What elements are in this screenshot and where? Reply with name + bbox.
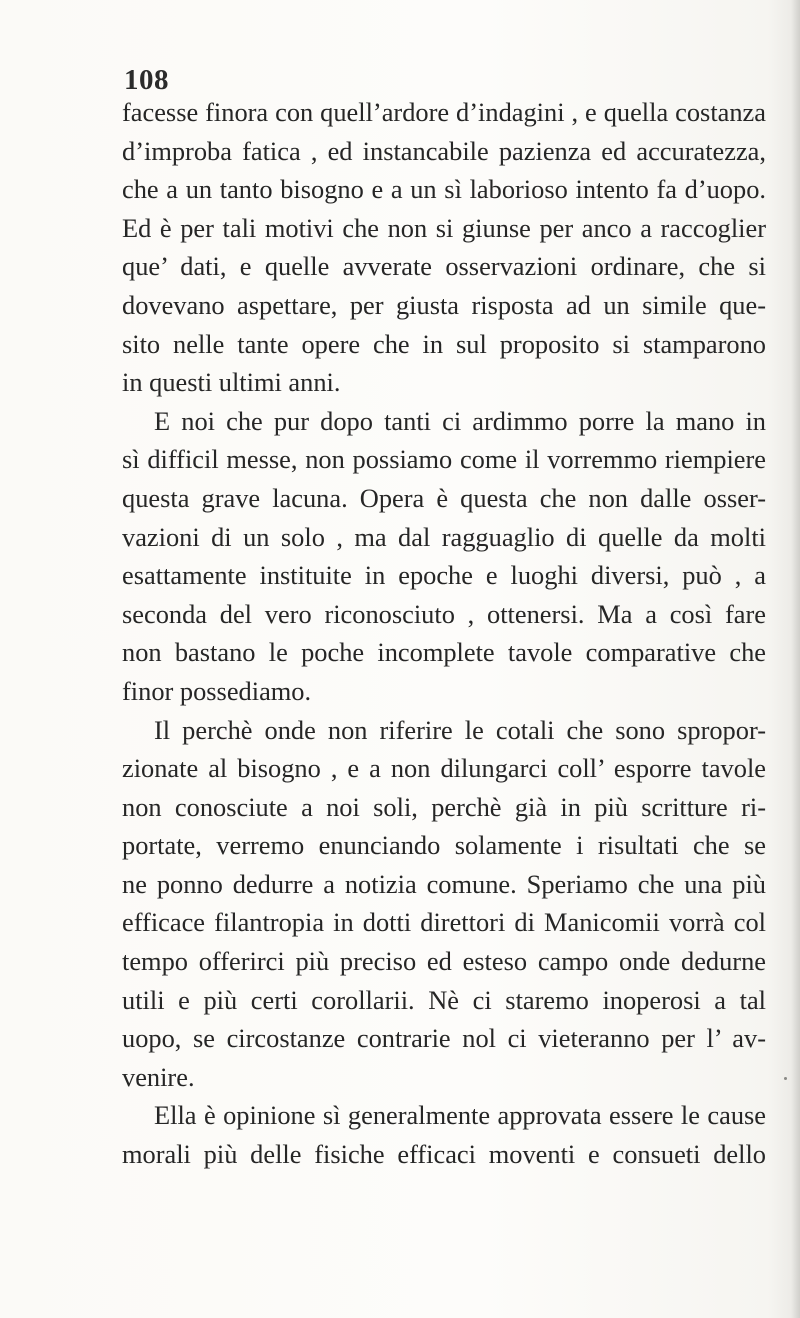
text-line: esattamente instituite in epoche e luoghi diversi, può , a: [122, 560, 766, 591]
text-line: tempo offerirci più preciso ed esteso campo onde dedurne: [122, 946, 766, 977]
paragraph-end-line: venire.: [122, 1061, 195, 1092]
text-line: sito nelle tante opere che in sul proposito si stamparono: [122, 328, 766, 359]
paragraph-start-line: Ella è opinione sì generalmente approvata essere le cause: [154, 1100, 766, 1131]
text-line: que’ dati, e quelle avverate osservazioni ordinare, che si: [122, 251, 766, 282]
body-text: [122, 93, 766, 1174]
text-line: dovevano aspettare, per giusta risposta ad un simile que-: [122, 289, 766, 320]
text-line: uopo, se circostanze contrarie nol ci vieteranno per l’ av-: [122, 1023, 766, 1054]
text-line: che a un tanto bisogno e a un sì laborioso intento fa d’uopo.: [122, 174, 766, 205]
text-line: non conosciute a noi soli, perchè già in più scritture ri-: [122, 791, 766, 822]
paragraph-start-line: E noi che pur dopo tanti ci ardimmo porre la mano in: [154, 405, 766, 436]
paragraph-end-line: in questi ultimi anni.: [122, 367, 341, 398]
page-number: 108: [124, 64, 169, 96]
text-line: vazioni di un solo , ma dal ragguaglio di quelle da molti: [122, 521, 766, 552]
text-line: morali più delle fisiche efficaci moventi e consueti dello: [122, 1139, 766, 1170]
text-line: facesse finora con quell’ardore d’indagini , e quella costanza: [122, 97, 766, 127]
text-line: utili e più certi corollarii. Nè ci staremo inoperosi a tal: [122, 984, 766, 1015]
text-line: questa grave lacuna. Opera è questa che non dalle osser-: [122, 482, 766, 513]
text-line: sì difficil messe, non possiamo come il vorremmo riempiere: [122, 444, 766, 475]
text-line: non bastano le poche incomplete tavole comparative che: [122, 637, 766, 668]
paragraph-start-line: Il perchè onde non riferire le cotali che sono spropor-: [154, 714, 766, 745]
text-line: d’improba fatica , ed instancabile pazienza ed accuratezza,: [122, 135, 766, 166]
text-line: ne ponno dedurre a notizia comune. Speriamo che una più: [122, 868, 766, 899]
text-line: portate, verremo enunciando solamente i risultati che se: [122, 830, 766, 861]
page-edge-shadow: [791, 0, 800, 1318]
text-line: seconda del vero riconosciuto , ottenersi. Ma a così fare: [122, 598, 766, 629]
text-line: efficace filantropia in dotti direttori di Manicomii vorrà col: [122, 907, 766, 938]
paragraph-end-line: finor possediamo.: [122, 675, 312, 706]
text-line: Ed è per tali motivi che non si giunse per anco a raccoglier: [122, 212, 766, 243]
margin-speck: [784, 1077, 787, 1080]
text-line: zionate al bisogno , e a non dilungarci coll’ esporre tavole: [122, 753, 766, 784]
